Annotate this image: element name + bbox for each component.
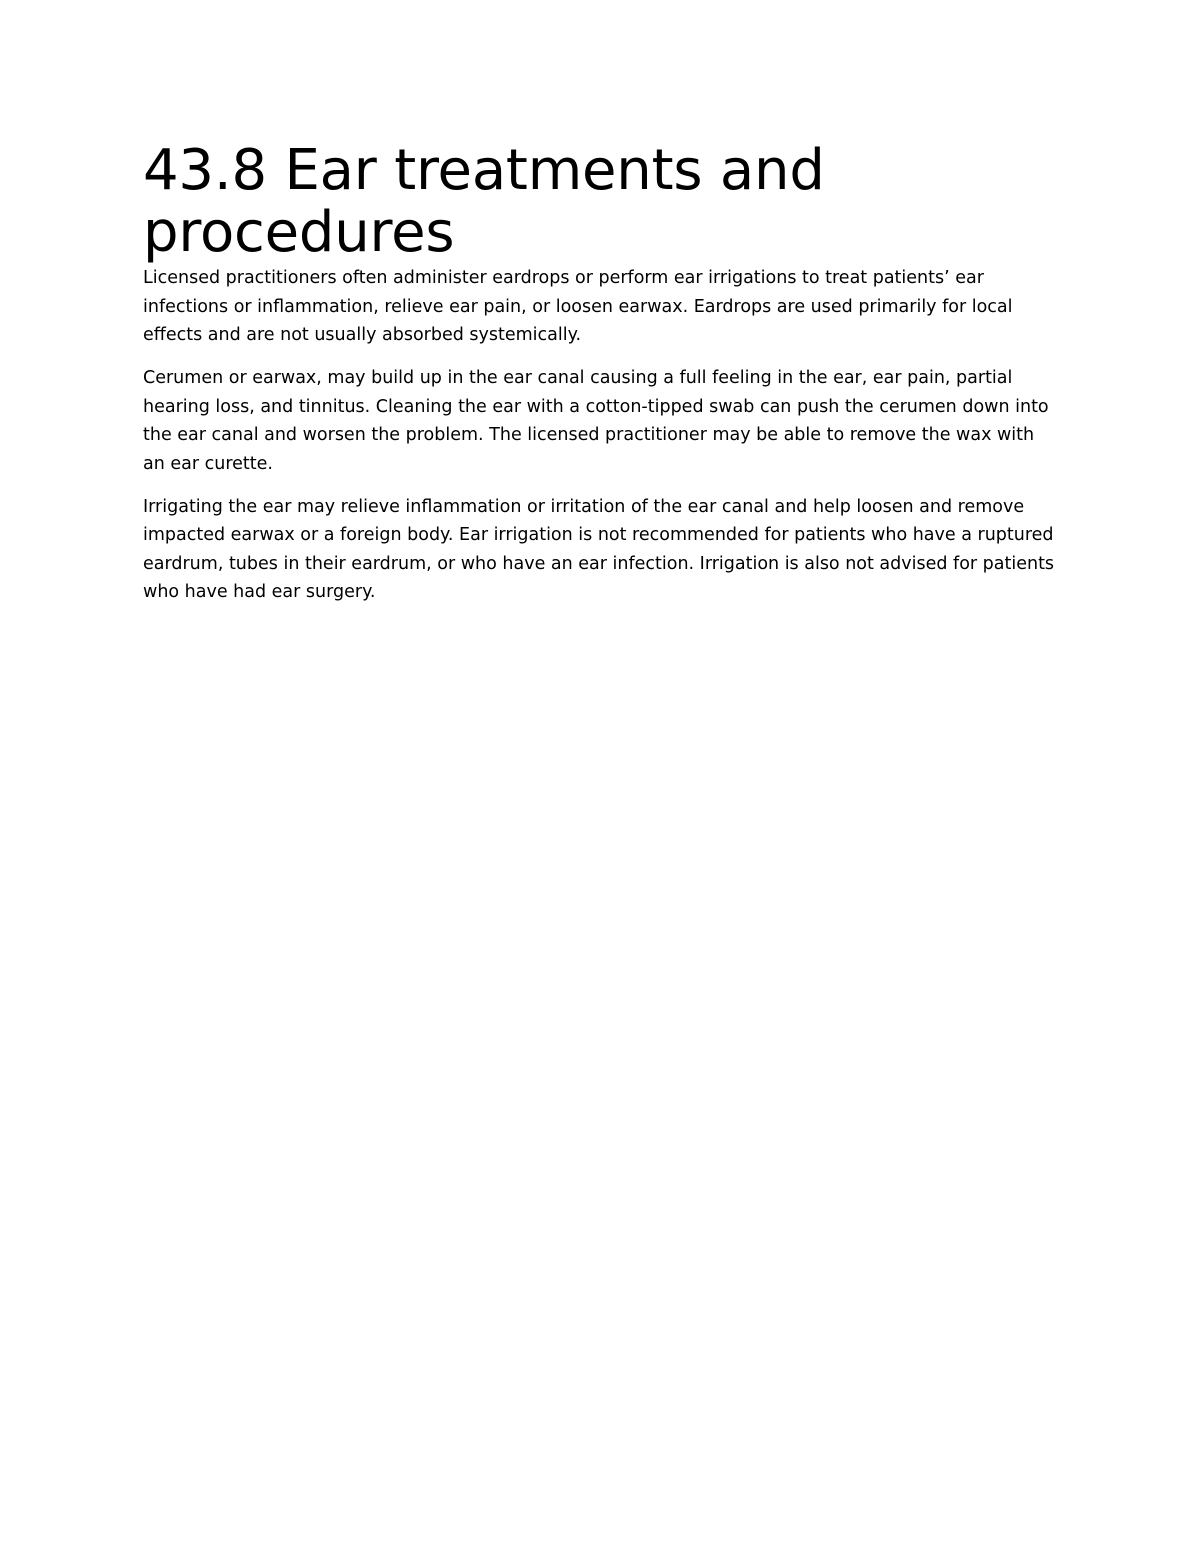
section-heading [143, 140, 1058, 264]
section-heading-line-2: procedures [143, 200, 455, 265]
paragraph-eardrops: Licensed practitioners often administer eardrops or perform ear irrigations to treat patients’ ear infections or inflammation, relieve ear pain, or loosen earwax. Eardrops are used primarily for local effects and are not usually absorbed systemically. [143, 268, 1013, 345]
document-body [143, 140, 1058, 607]
section-heading-line-1: 43.8 Ear treatments and [143, 138, 825, 203]
paragraph-irrigation: Irrigating the ear may relieve inflammation or irritation of the ear canal and help loosen and remove impacted earwax or a foreign body. Ear irrigation is not recommended for patients who have a ruptured eardrum, tubes in their eardrum, or who have an ear infection. Irrigation is also not advised for patients who have had ear surgery. [143, 496, 1055, 602]
paragraph-cerumen: Cerumen or earwax, may build up in the ear canal causing a full feeling in the ear, ear pain, partial hearing loss, and tinnitus. Cleaning the ear with a cotton-tipped swab can push the cerumen down into the ear canal and worsen the problem. The licensed practitioner may be able to remove the wax with an ear curette. [143, 368, 1049, 474]
